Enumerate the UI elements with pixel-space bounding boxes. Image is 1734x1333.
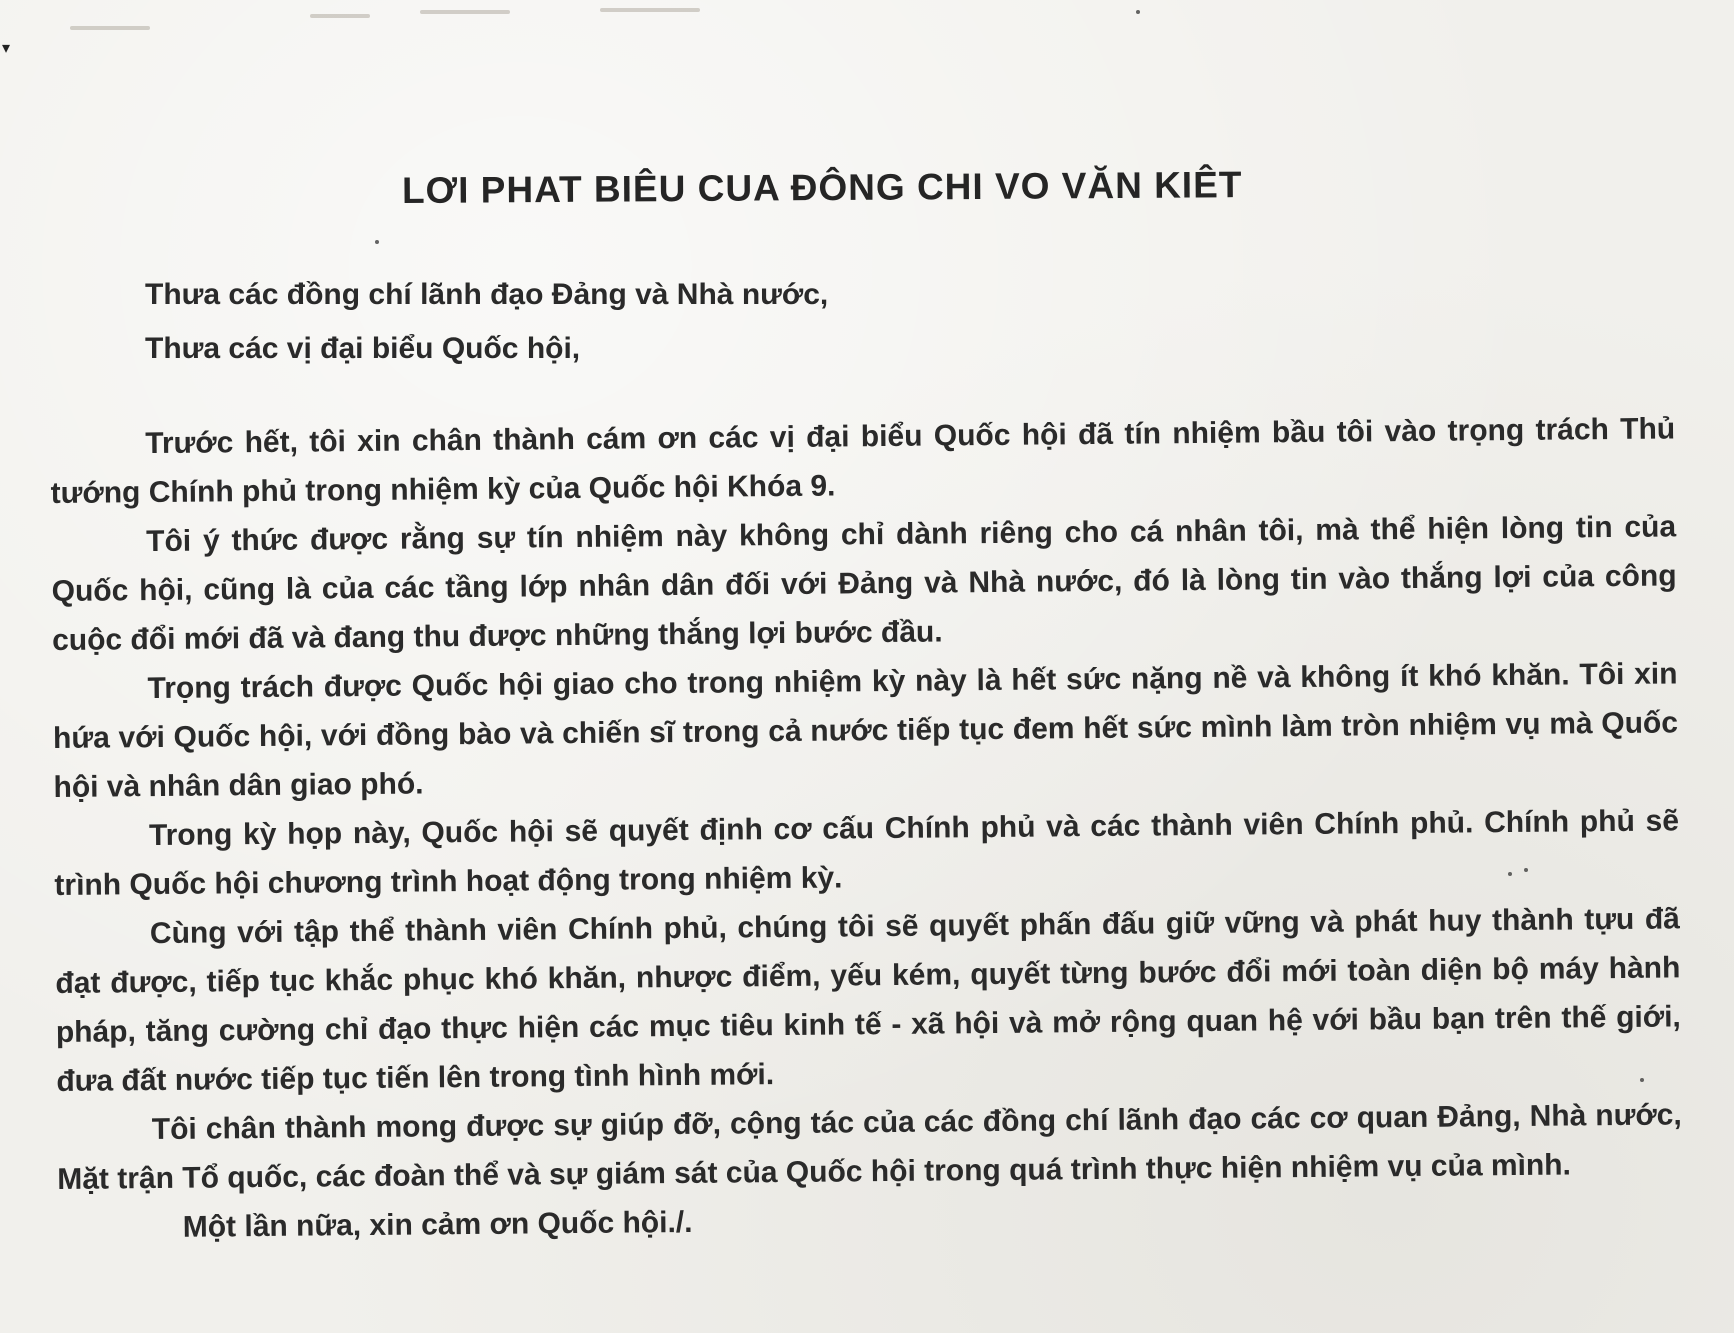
paragraph: Tôi chân thành mong được sự giúp đỡ, cộng tác của các đồng chí lãnh đạo các cơ quan Đảng, Nhà nước, Mặt trận Tổ quốc, các đoàn thể và sự giám sát của Quốc hội trong quá trình thực hiện nhiệm vụ của mình. xyxy=(57,1098,1682,1196)
paragraph: Trọng trách được Quốc hội giao cho trong nhiệm kỳ này là hết sức nặng nề và không ít khó khăn. Tôi xin hứa với Quốc hội, với đồng bào và chiến sĩ trong cả nước tiếp tục đem hết sức mình làm tròn nhiệm vụ mà Quốc hội và nhân dân giao phó. xyxy=(52,657,1679,804)
speech-body xyxy=(50,404,1683,1253)
closing-paragraph: Một lần nữa, xin cảm ơn Quốc hội./. xyxy=(182,1205,693,1244)
top-edge-smudge xyxy=(70,26,150,30)
paragraph: Trước hết, tôi xin chân thành cám ơn các vị đại biểu Quốc hội đã tín nhiệm bầu tôi vào trọng trách Thủ tướng Chính phủ trong nhiệm kỳ của Quốc hội Khóa 9. xyxy=(50,412,1676,510)
paragraph: Tôi ý thức được rằng sự tín nhiệm này không chỉ dành riêng cho cá nhân tôi, mà thể hiện lòng tin của Quốc hội, cũng là của các tầng lớp nhân dân đối với Đảng và Nhà nước, đó là lòng tin vào thắng lợi của công cuộc đổi mới đã và đang thu được những thắng lợi bước đầu. xyxy=(51,510,1677,657)
paragraph: Cùng với tập thể thành viên Chính phủ, chúng tôi sẽ quyết phấn đấu giữ vững và phát huy thành tựu đã đạt được, tiếp tục khắc phục khó khăn, nhược điểm, yếu kém, quyết từng bước đổi mới toàn diện bộ máy hành pháp, tăng cường chỉ đạo thực hiện các mục tiêu kinh tế - xã hội và mở rộng quan hệ với bầu bạn trên thế giới, đưa đất nước tiếp tục tiến lên trong tình hình mới. xyxy=(55,902,1681,1098)
document-title: LƠI PHAT BIÊU CUA ĐÔNG CHI VO VĂN KIÊT xyxy=(401,164,1243,211)
paragraph: Trong kỳ họp này, Quốc hội sẽ quyết định cơ cấu Chính phủ và các thành viên Chính phủ. Chính phủ sẽ trình Quốc hội chương trình hoạt động trong nhiệm kỳ. xyxy=(54,804,1680,902)
corner-mark-icon: ▾ xyxy=(2,40,11,57)
salutation-line: Thưa các đồng chí lãnh đạo Đảng và Nhà nước, xyxy=(145,278,829,311)
ink-speck xyxy=(375,240,379,244)
top-edge-smudge xyxy=(310,14,370,18)
ink-speck xyxy=(1136,10,1140,14)
top-edge-smudge xyxy=(600,8,700,12)
top-edge-smudge xyxy=(420,10,510,14)
salutation-line: Thưa các vị đại biểu Quốc hội, xyxy=(145,332,581,365)
